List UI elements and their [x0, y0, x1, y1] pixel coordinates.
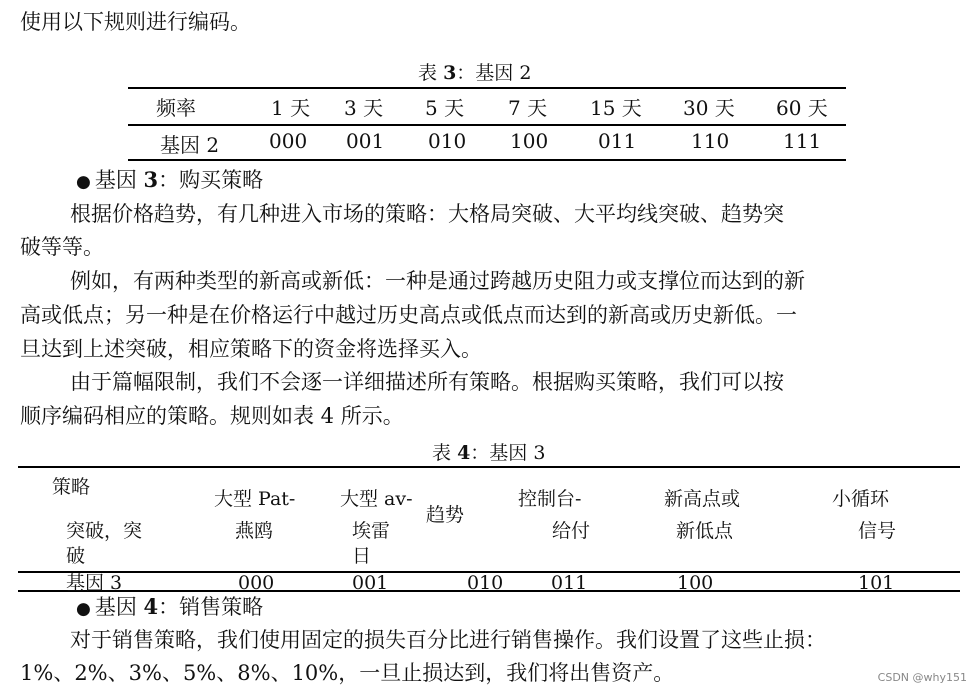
table4-header-breakout-l1: 突破，突 — [66, 520, 143, 542]
bullet-icon: ● — [76, 172, 91, 192]
table4-header-average-l3: 日 — [352, 545, 372, 567]
table3-cell: 010 — [428, 129, 467, 153]
gene3-heading-prefix: 基因 — [94, 168, 137, 192]
table3-row-label: 基因 2 — [160, 133, 220, 157]
table3-header-3d: 3 天 — [344, 96, 384, 120]
table4-header-console-l1: 控制台- — [518, 488, 582, 510]
table3-header-30d: 30 天 — [683, 96, 735, 120]
table3-header-1d: 1 天 — [271, 96, 311, 120]
gene3-heading-num: 3 — [143, 167, 159, 192]
table3-header-5d: 5 天 — [425, 96, 465, 120]
table4-header-console-l2: 给付 — [552, 520, 591, 542]
table4-caption-prefix: 表 — [432, 442, 452, 464]
gene4-heading-num: 4 — [143, 594, 159, 619]
table4-cell: 101 — [858, 572, 895, 594]
gene4-para-line1: 对于销售策略，我们使用固定的损失百分比进行销售操作。我们设置了这些止损： — [70, 628, 826, 652]
gene3-para2-line3: 旦达到上述突破，相应策略下的资金将选择买入。 — [20, 337, 482, 361]
table4-cell: 001 — [352, 572, 389, 594]
table3-caption-num: 3 — [443, 62, 457, 84]
gene3-para1-line1: 根据价格趋势，有几种进入市场的策略：大格局突破、大平均线突破、趋势突 — [70, 202, 784, 226]
table4-caption-suffix: ：基因 3 — [470, 442, 546, 464]
table4-cell: 011 — [551, 572, 588, 594]
table4-caption — [432, 438, 545, 465]
table3-cell: 000 — [269, 129, 308, 153]
table3-cell: 110 — [691, 129, 730, 153]
bullet-icon: ● — [76, 599, 91, 619]
table3-top-rule — [128, 87, 846, 89]
gene3-para2-line2: 高或低点；另一种是在价格运行中越过历史高点或低点而达到的新高或历史新低。一 — [20, 303, 797, 327]
table4-header-cycle-l1: 小循环 — [832, 488, 890, 510]
table3-caption-suffix: ：基因 2 — [456, 62, 532, 84]
table4-header-newhigh-l1: 新高点或 — [664, 488, 741, 510]
table3-header-15d: 15 天 — [590, 96, 642, 120]
table3-cell: 011 — [598, 129, 637, 153]
table3-cell: 100 — [510, 129, 549, 153]
table3-header-frequency: 频率 — [156, 96, 196, 120]
table4-header-average-l1: 大型 av- — [340, 488, 413, 510]
gene3-para2-line1: 例如，有两种类型的新高或新低：一种是通过跨越历史阻力或支撑位而达到的新 — [70, 269, 805, 293]
gene3-para1-line2: 破等等。 — [20, 235, 104, 259]
table3-header-60d: 60 天 — [776, 96, 828, 120]
gene4-para-line2: 1%、2%、3%、5%、8%、10%，一旦止损达到，我们将出售资产。 — [20, 661, 675, 685]
gene4-heading-prefix: 基因 — [94, 595, 137, 619]
table4-top-rule — [18, 466, 960, 468]
table3-header-7d: 7 天 — [508, 96, 548, 120]
watermark: CSDN @why151 — [877, 671, 967, 684]
table4-cell: 010 — [467, 572, 504, 594]
table4-row-label: 基因 3 — [66, 572, 123, 594]
table3-caption — [418, 58, 531, 85]
gene3-heading-suffix: ：购买策略 — [158, 168, 264, 192]
table3-mid-rule — [128, 124, 846, 126]
table4-header-trend: 趋势 — [426, 504, 465, 526]
table4-header-cycle-l2: 信号 — [858, 520, 897, 542]
gene4-heading-suffix: ：销售策略 — [158, 595, 264, 619]
table4-header-pattern-l1: 大型 Pat- — [214, 488, 296, 510]
table3-cell: 111 — [783, 129, 822, 153]
gene3-para3-line2: 顺序编码相应的策略。规则如表 4 所示。 — [20, 404, 404, 428]
table4-caption-num: 4 — [457, 442, 471, 464]
table4-header-strategy: 策略 — [52, 476, 91, 498]
table4-header-average-l2: 埃雷 — [352, 520, 391, 542]
table4-header-pattern-l2: 燕鸥 — [235, 520, 274, 542]
table4-header-breakout-l2: 破 — [66, 545, 86, 567]
table4-header-newhigh-l2: 新低点 — [676, 520, 734, 542]
gene3-para3-line1: 由于篇幅限制，我们不会逐一详细描述所有策略。根据购买策略，我们可以按 — [70, 370, 784, 394]
table3-caption-prefix: 表 — [418, 62, 438, 84]
gene3-heading — [76, 161, 263, 201]
table4-cell: 100 — [677, 572, 714, 594]
intro-line: 使用以下规则进行编码。 — [20, 10, 251, 34]
table4-cell: 000 — [238, 572, 275, 594]
table3-cell: 001 — [346, 129, 385, 153]
